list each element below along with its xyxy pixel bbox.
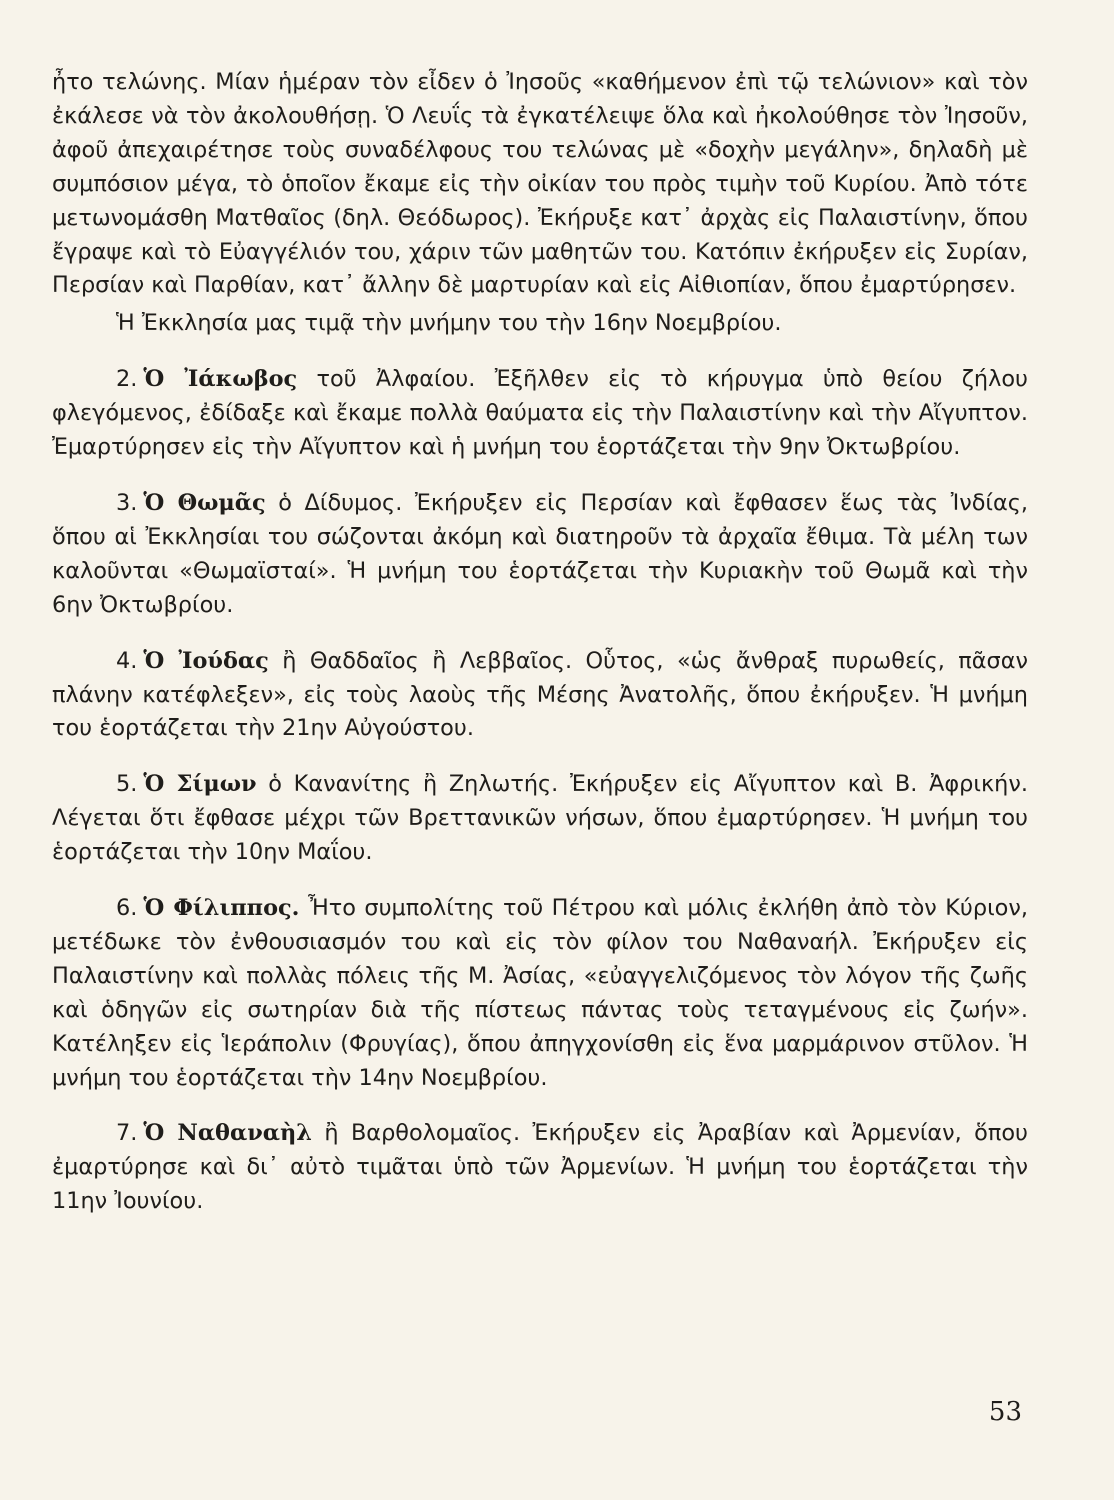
apostle-paragraph-nathanael (52, 1117, 1028, 1219)
apostle-number: 7. (116, 1120, 138, 1147)
apostle-number: 2. (116, 366, 138, 393)
apostle-paragraph-simon (52, 768, 1028, 870)
apostle-name: Ὁ Σίμων (143, 771, 257, 798)
apostle-name: Ὁ Ναθαναὴλ (143, 1120, 312, 1147)
apostle-text: ἢ Θαδδαῖος ἢ Λεββαῖος. Οὗτος, «ὡς ἄνθραξ πυρωθείς, πᾶσαν πλάνην κατέφλεξεν», εἰς τοὺς λαοὺς τῆς Μέσης Ἀνατολῆς, ὅπου ἐκήρυξεν. Ἡ μνήμη του ἑορτάζεται τὴν 21ην Αὐγούστου. (52, 647, 1028, 742)
apostle-number: 4. (116, 647, 138, 674)
apostle-text: τοῦ Ἀλφαίου. Ἐξῆλθεν εἰς τὸ κήρυγμα ὑπὸ θείου ζήλου φλεγόμενος, ἐδίδαξε καὶ ἔκαμε πολλὰ θαύματα εἰς τὴν Παλαιστίνην καὶ τὴν Αἴγυπτον. Ἐμαρτύρησεν εἰς τὴν Αἴγυπτον καὶ ἡ μνήμη του ἑορτάζεται τὴν 9ην Ὀκτωβρίου. (52, 366, 1028, 461)
feast-matthew-paragraph: Ἡ Ἐκκλησία μας τιμᾷ τὴν μνήμην του τὴν 16ην Νοεμβρίου. (116, 310, 782, 337)
page-number: 53 (988, 1397, 1022, 1427)
apostle-paragraph-philippos (52, 892, 1028, 1095)
apostle-text: Ἦτο συμπολίτης τοῦ Πέτρου καὶ μόλις ἐκλήθη ἀπὸ τὸν Κύριον, μετέδωκε τὸν ἐνθουσιασμόν του καὶ εἰς τὸν φίλον του Ναθαναήλ. Ἐκήρυξεν εἰς Παλαιστίνην καὶ πολλὰς πόλεις τῆς Μ. Ἀσίας, «εὐαγγελιζόμενος τὸν λόγον τῆς ζωῆς καὶ ὁδηγῶν εἰς σωτηρίαν διὰ τῆς πίστεως πάντας τοὺς τεταγμένους εἰς ζωήν». Κατέληξεν εἰς Ἱεράπολιν (Φρυγίας), ὅπου ἀπηγχονίσθη εἰς ἕνα μαρμάρινον στῦλον. Ἡ μνήμη του ἑορτάζεται τὴν 14ην Νοεμβρίου. (52, 895, 1028, 1091)
apostle-paragraph-thomas (52, 487, 1028, 623)
apostle-name: Ὁ Ἰούδας (143, 647, 269, 674)
apostle-number: 3. (116, 489, 138, 516)
apostle-name: Ὁ Θωμᾶς (143, 489, 266, 516)
apostle-number: 5. (116, 771, 138, 798)
apostle-name: Ὁ Φίλιππος. (143, 895, 300, 922)
apostle-text: ὁ Δίδυμος. Ἐκήρυξεν εἰς Περσίαν καὶ ἔφθασεν ἕως τὰς Ἰνδίας, ὅπου αἱ Ἐκκλησίαι του σώζονται ἀκόμη καὶ διατηροῦν τὰ ἀρχαῖα ἔθιμα. Τὰ μέλη των καλοῦνται «Θωμαϊσταί». Ἡ μνήμη του ἑορτάζεται τὴν Κυριακὴν τοῦ Θωμᾶ καὶ τὴν 6ην Ὀκτωβρίου. (52, 489, 1028, 618)
apostle-paragraph-jakobos (52, 363, 1028, 465)
book-page (52, 66, 1028, 1456)
apostle-number: 6. (116, 895, 138, 922)
apostle-paragraph-ioudas (52, 645, 1028, 747)
intro-paragraph: ἦτο τελώνης. Μίαν ἡμέραν τὸν εἶδεν ὁ Ἰησοῦς «καθήμενον ἐπὶ τῷ τελώνιον» καὶ τὸν ἐκάλεσε νὰ τὸν ἀκολουθήσῃ. Ὁ Λευΐς τὰ ἐγκατέλειψε ὅλα καὶ ἠκολούθησε τὸν Ἰησοῦν, ἀφοῦ ἀπεχαιρέτησε τοὺς συναδέλφους του τελώνας μὲ «δοχὴν μεγάλην», δηλαδὴ μὲ συμπόσιον μέγα, τὸ ὁποῖον ἔκαμε εἰς τὴν οἰκίαν του πρὸς τιμὴν τοῦ Κυρίου. Ἀπὸ τότε μετωνομάσθη Ματθαῖος (δηλ. Θεόδωρος). Ἐκήρυξε κατ᾽ ἀρχὰς εἰς Παλαιστίνην, ὅπου ἔγραψε καὶ τὸ Εὐαγγέλιόν του, χάριν τῶν μαθητῶν του. Κατόπιν ἐκήρυξεν εἰς Συρίαν, Περσίαν καὶ Παρθίαν, κατ᾽ ἄλλην δὲ μαρτυρίαν καὶ εἰς Αἰθιοπίαν, ὅπου ἐμαρτύρησεν. (52, 69, 1028, 299)
apostle-text: ἢ Βαρθολομαῖος. Ἐκήρυξεν εἰς Ἀραβίαν καὶ Ἀρμενίαν, ὅπου ἐμαρτύρησε καὶ δι᾽ αὐτὸ τιμᾶται ὑπὸ τῶν Ἀρμενίων. Ἡ μνήμη του ἑορτάζεται τὴν 11ην Ἰουνίου. (52, 1120, 1028, 1215)
apostle-text: ὁ Κανανίτης ἢ Ζηλωτής. Ἐκήρυξεν εἰς Αἴγυπτον καὶ Β. Ἀφρικήν. Λέγεται ὅτι ἔφθασε μέχρι τῶν Βρεττανικῶν νήσων, ὅπου ἐμαρτύρησεν. Ἡ μνήμη του ἑορτάζεται τὴν 10ην Μαΐου. (52, 771, 1028, 866)
apostle-name: Ὁ Ἰάκωβος (143, 366, 298, 393)
